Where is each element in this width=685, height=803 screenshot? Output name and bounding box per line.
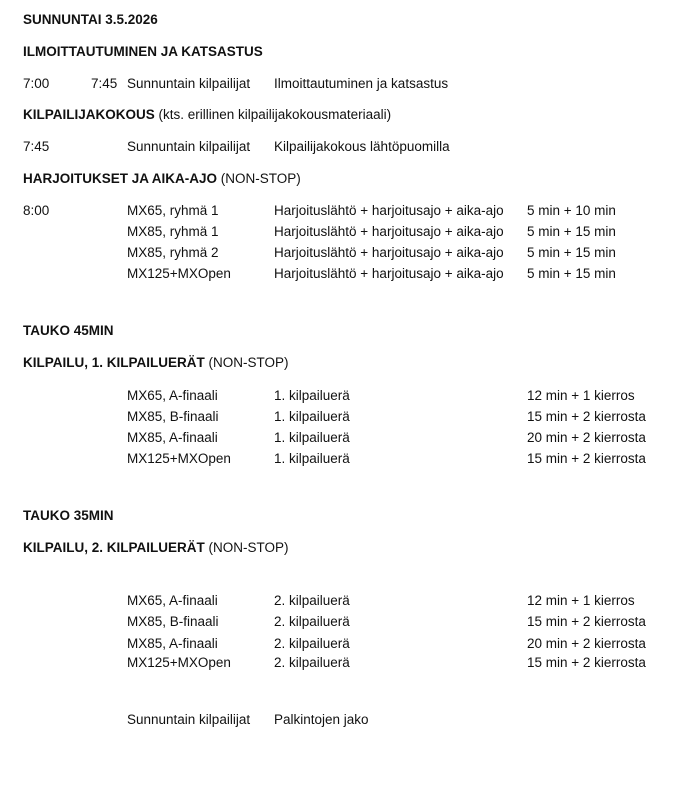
class-cell: MX125+MXOpen	[127, 451, 231, 466]
break-1-heading: TAUKO 45MIN	[23, 323, 114, 338]
end-time: 7:45	[91, 76, 118, 91]
activity-cell: Harjoituslähtö + harjoitusajo + aika-ajo	[274, 224, 504, 239]
activity: Palkintojen jako	[274, 712, 369, 727]
heat-cell: 2. kilpailuerä	[274, 636, 350, 651]
riders-meeting-heading	[23, 107, 391, 123]
break-2-heading: TAUKO 35MIN	[23, 508, 114, 523]
race-2-heading	[23, 540, 289, 556]
duration-cell: 15 min + 2 kierrosta	[527, 409, 646, 424]
heading-bold: KILPAILU, 1. KILPAILUERÄT	[23, 355, 205, 370]
heading-bold: HARJOITUKSET JA AIKA-AJO	[23, 171, 218, 186]
class-cell: MX85, B-finaali	[127, 614, 219, 629]
participants: Sunnuntain kilpailijat	[127, 139, 251, 154]
duration-cell: 5 min + 15 min	[527, 224, 616, 239]
class-cell: MX65, A-finaali	[127, 388, 218, 403]
class-cell: MX65, ryhmä 1	[127, 203, 219, 218]
class-cell: MX125+MXOpen	[127, 266, 231, 281]
class-cell: MX85, ryhmä 1	[127, 224, 219, 239]
duration-cell: 12 min + 1 kierros	[527, 388, 635, 403]
heat-cell: 1. kilpailuerä	[274, 451, 350, 466]
duration-cell: 5 min + 15 min	[527, 245, 616, 260]
class-cell: MX85, ryhmä 2	[127, 245, 219, 260]
duration-cell: 20 min + 2 kierrosta	[527, 636, 646, 651]
duration-cell: 5 min + 15 min	[527, 266, 616, 281]
activity-cell: Harjoituslähtö + harjoitusajo + aika-ajo	[274, 266, 504, 281]
heading-note: (NON-STOP)	[217, 171, 301, 186]
duration-cell: 20 min + 2 kierrosta	[527, 430, 646, 445]
heading-note: (NON-STOP)	[204, 540, 289, 555]
start-time: 7:45	[23, 139, 50, 154]
heat-cell: 2. kilpailuerä	[274, 614, 350, 629]
heat-cell: 1. kilpailuerä	[274, 430, 350, 445]
duration-cell: 12 min + 1 kierros	[527, 593, 635, 608]
heat-cell: 2. kilpailuerä	[274, 593, 350, 608]
heading-bold: KILPAILU, 2. KILPAILUERÄT	[23, 540, 205, 555]
duration-cell: 15 min + 2 kierrosta	[527, 614, 646, 629]
heading-note: (kts. erillinen kilpailijakokousmateriaali)	[154, 107, 392, 122]
class-cell: MX65, A-finaali	[127, 593, 218, 608]
registration-heading: ILMOITTAUTUMINEN JA KATSASTUS	[23, 44, 263, 59]
activity-cell: Harjoituslähtö + harjoitusajo + aika-ajo	[274, 203, 504, 218]
activity: Ilmoittautuminen ja katsastus	[274, 76, 449, 91]
class-cell: MX85, A-finaali	[127, 636, 218, 651]
class-cell: MX85, B-finaali	[127, 409, 219, 424]
practice-heading	[23, 171, 301, 187]
start-time: 7:00	[23, 76, 50, 91]
duration-cell: 15 min + 2 kierrosta	[527, 451, 646, 466]
class-cell: MX85, A-finaali	[127, 430, 218, 445]
practice-start-time: 8:00	[23, 203, 50, 218]
duration-cell: 15 min + 2 kierrosta	[527, 655, 646, 670]
heading-note: (NON-STOP)	[204, 355, 289, 370]
date-heading: SUNNUNTAI 3.5.2026	[23, 12, 158, 27]
activity-cell: Harjoituslähtö + harjoitusajo + aika-ajo	[274, 245, 504, 260]
race-1-heading	[23, 355, 289, 371]
heat-cell: 1. kilpailuerä	[274, 388, 350, 403]
participants: Sunnuntain kilpailijat	[127, 712, 251, 727]
heat-cell: 2. kilpailuerä	[274, 655, 350, 670]
duration-cell: 5 min + 10 min	[527, 203, 616, 218]
participants: Sunnuntain kilpailijat	[127, 76, 251, 91]
heading-bold: KILPAILIJAKOKOUS	[23, 107, 155, 122]
heat-cell: 1. kilpailuerä	[274, 409, 350, 424]
activity: Kilpailijakokous lähtöpuomilla	[274, 139, 450, 154]
class-cell: MX125+MXOpen	[127, 655, 231, 670]
